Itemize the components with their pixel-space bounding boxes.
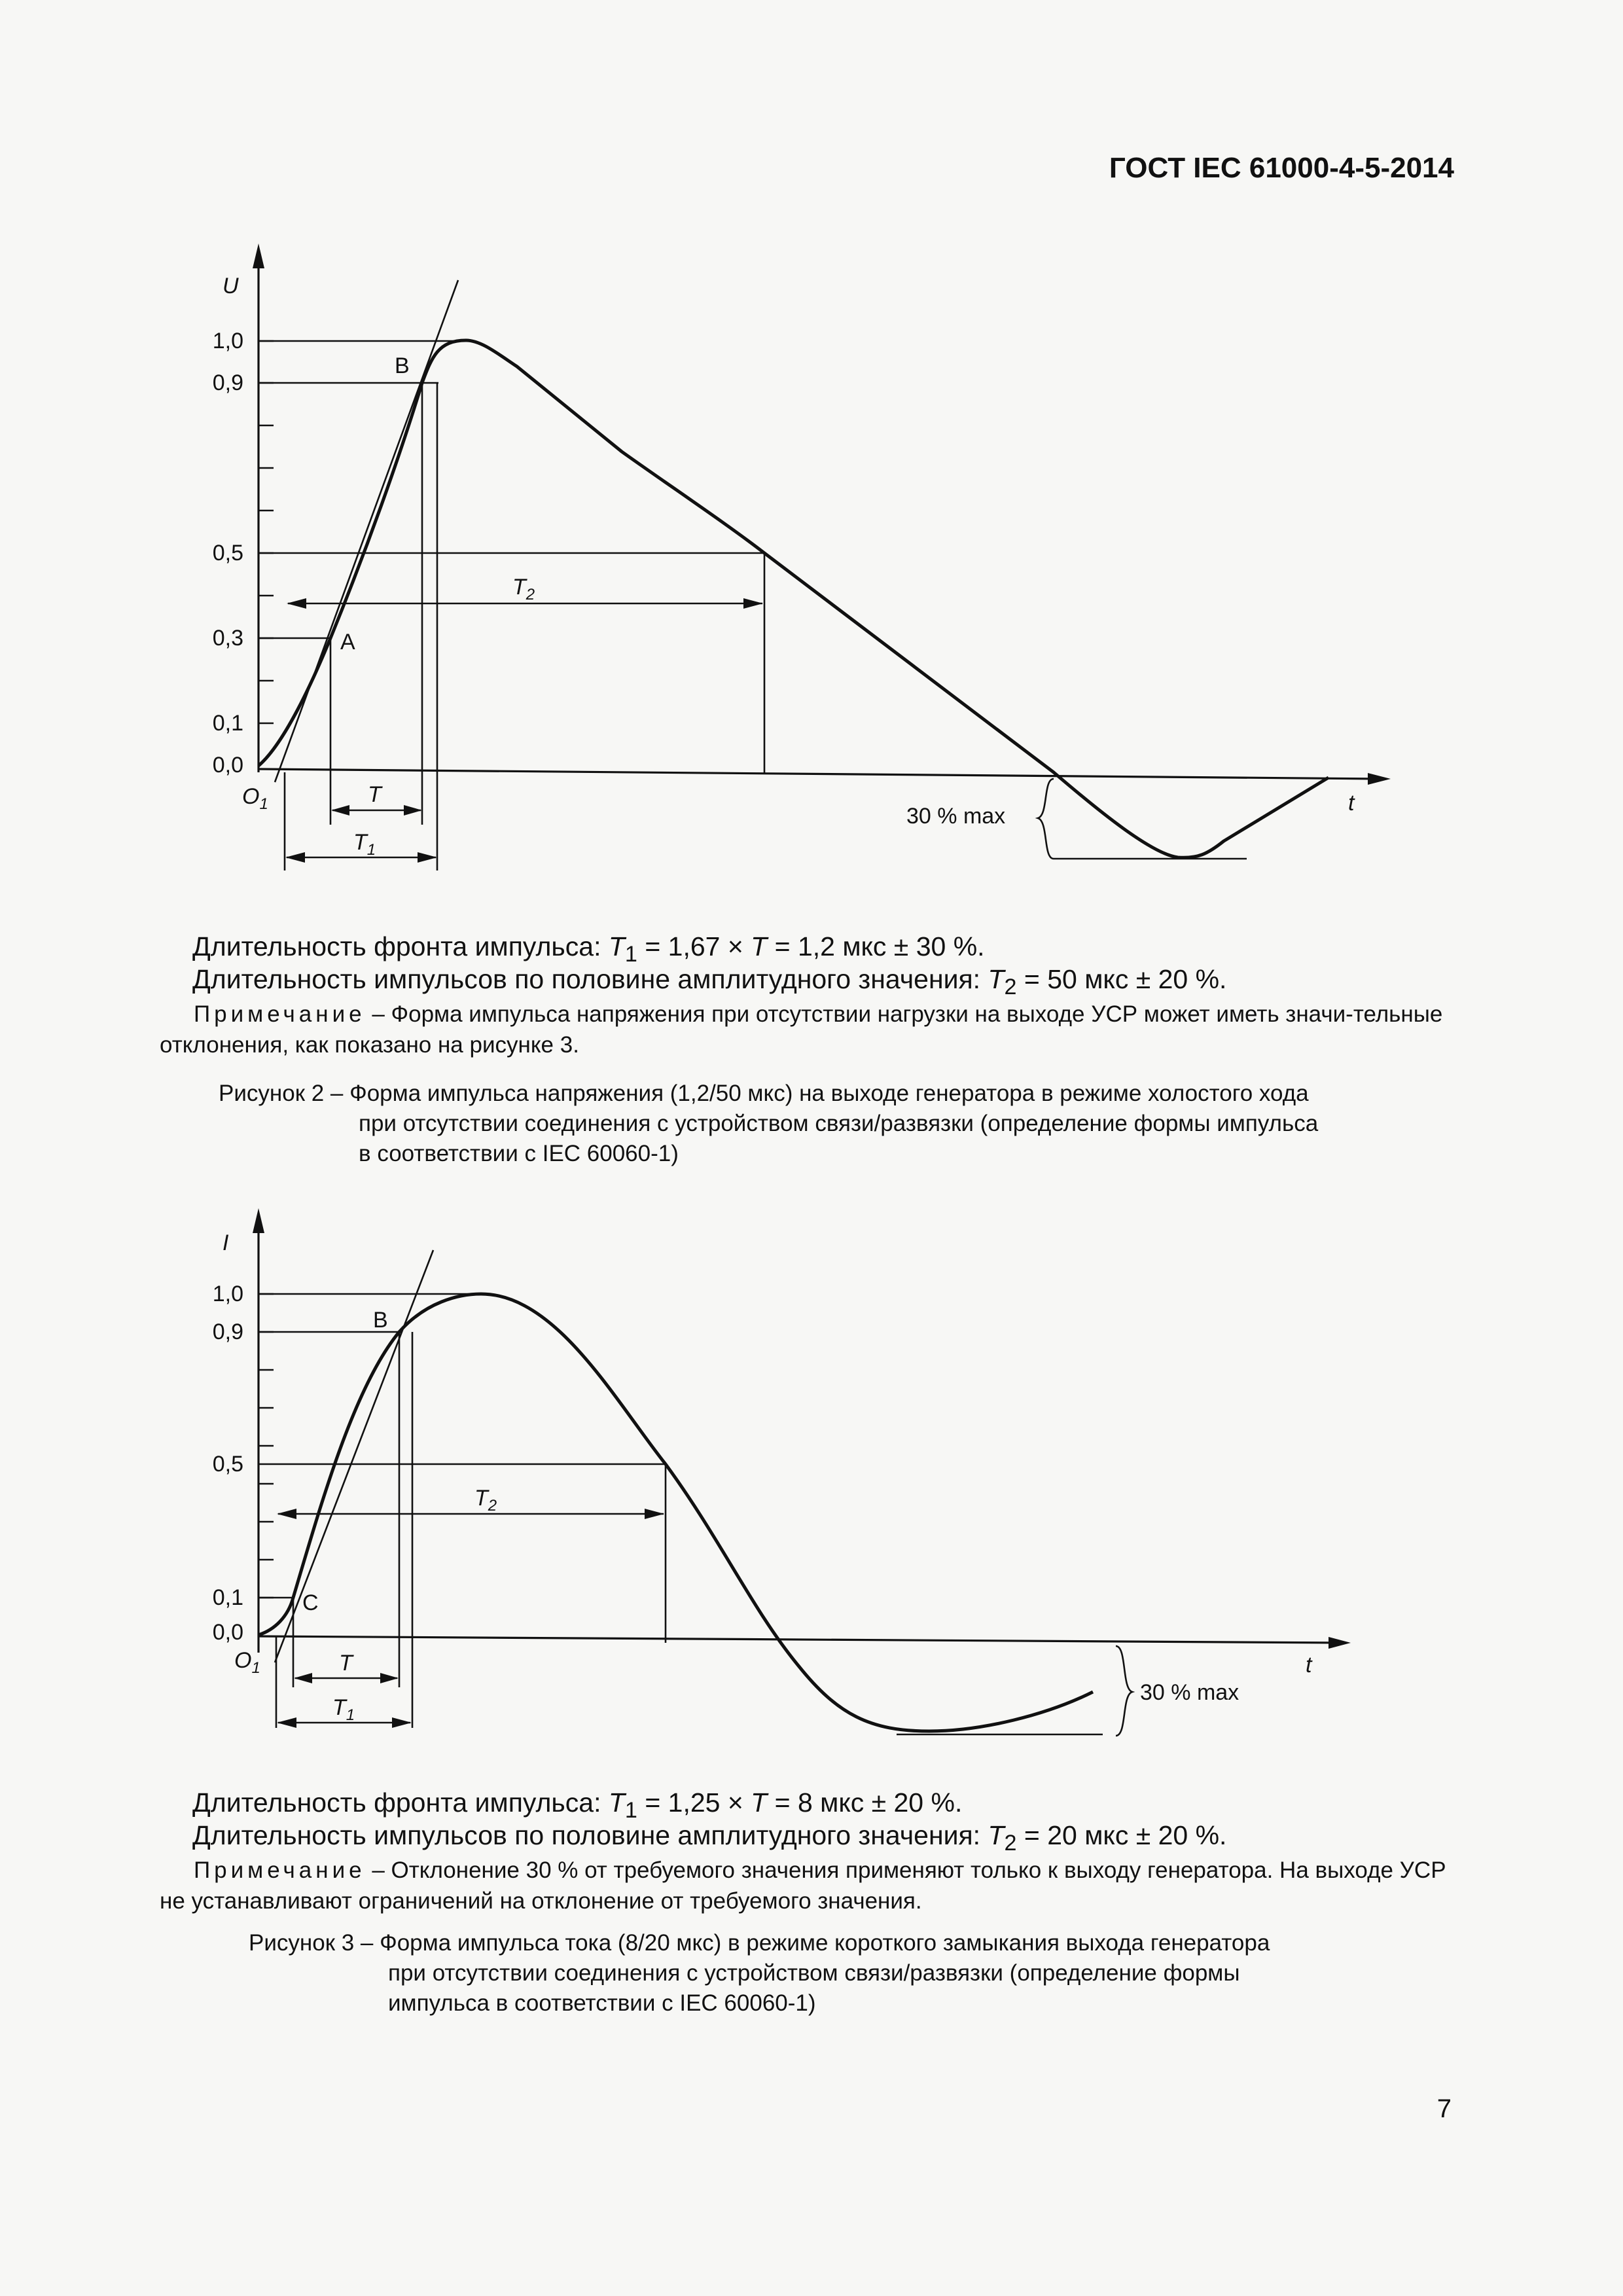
t1-label: $T_1$ xyxy=(353,830,376,859)
origin-label: $O_1$ xyxy=(242,784,268,813)
x-axis-label: t xyxy=(1306,1653,1312,1677)
figure-3-caption: Рисунок 3 – Форма импульса тока (8/20 мкс) в режиме короткого замыкания выхода генератора при отсутствии соединения с устройством связи/развязки (определение формы импульса в соответствии с IEC 60060-1) xyxy=(249,1930,1270,2016)
x-axis xyxy=(259,1636,1342,1643)
y-axis-arrow xyxy=(253,243,264,268)
point-a-label: A xyxy=(340,630,355,655)
fig2-half-duration: Длительность импульсов по половине амплитудного значения: $T_2 = 50$ мкс ± 20 %. xyxy=(192,964,1227,1000)
y-axis-arrow xyxy=(253,1208,264,1233)
fig2-note: Примечание – Форма импульса напряжения при отсутствии нагрузки на выходе УСР может иметь значи-тельные отклонения, как показано на рисунке 3. xyxy=(160,1001,1443,1058)
fig3-note: Примечание – Отклонение 30 % от требуемого значения применяют только к выходу генератора. На выходе УСР не устанавливают ограничений на отклонение от требуемого значения. xyxy=(160,1857,1446,1914)
y-axis-label: U xyxy=(223,274,239,298)
front-secant-line xyxy=(275,1250,433,1662)
tick-0-5: 0,5 xyxy=(212,1452,243,1477)
y-ticks xyxy=(259,1294,274,1598)
t-label: T xyxy=(339,1651,353,1676)
x-axis-label: t xyxy=(1348,791,1355,816)
figure-2-caption: Рисунок 2 – Форма импульса напряжения (1,2/50 мкс) на выходе генератора в режиме холостого хода при отсутствии соединения с устройством связи/развязки (определение формы импульса в соответствии с IEC 60060-1) xyxy=(219,1081,1319,1166)
document-header: ГОСТ IEC 61000-4-5-2014 xyxy=(1109,152,1454,184)
undershoot-brace xyxy=(1038,779,1054,859)
tick-0-9: 0,9 xyxy=(212,370,243,395)
t1-label: $T_1$ xyxy=(332,1695,355,1724)
front-secant-line xyxy=(275,280,458,782)
voltage-waveform-curve xyxy=(259,340,1329,857)
fig3-half-duration: Длительность импульсов по половине амплитудного значения: $T_2 = 20$ мкс ± 20 %. xyxy=(192,1820,1227,1856)
t2-label: $T_2$ xyxy=(474,1486,497,1515)
page-number: 7 xyxy=(1436,2094,1452,2123)
point-c-label: C xyxy=(302,1590,319,1615)
tick-0-9: 0,9 xyxy=(212,1319,243,1344)
current-waveform-curve xyxy=(259,1294,1093,1731)
y-axis-label: I xyxy=(223,1230,229,1255)
tick-1-0: 1,0 xyxy=(212,1282,243,1306)
tick-0-1: 0,1 xyxy=(212,1585,243,1610)
origin-label: $O_1$ xyxy=(234,1648,260,1677)
fig2-front-duration: Длительность фронта импульса: $T_1 = 1,67 \times T = 1,2$ мкс ± 30 %. xyxy=(192,931,985,967)
x-axis-arrow xyxy=(1329,1637,1351,1649)
y-ticks xyxy=(259,341,274,723)
tick-0-5: 0,5 xyxy=(212,541,243,565)
figure-2-plot xyxy=(0,0,1623,916)
fig3-front-duration: Длительность фронта импульса: $T_1 = 1,25 \times T = 8$ мкс ± 20 %. xyxy=(192,1787,963,1823)
tick-0-0: 0,0 xyxy=(212,1620,243,1645)
x-axis-arrow xyxy=(1368,773,1391,785)
figure-3-plot xyxy=(0,1178,1623,1767)
t-label: T xyxy=(368,782,382,807)
undershoot-label: 30 % max xyxy=(906,804,1006,829)
tick-0-3: 0,3 xyxy=(212,626,243,651)
point-b-label: B xyxy=(373,1308,388,1333)
point-b-label: B xyxy=(395,353,410,378)
x-axis xyxy=(259,769,1381,779)
tick-1-0: 1,0 xyxy=(212,329,243,353)
undershoot-label: 30 % max xyxy=(1140,1680,1240,1705)
tick-0-1: 0,1 xyxy=(212,711,243,736)
tick-0-0: 0,0 xyxy=(212,753,243,778)
undershoot-brace xyxy=(1116,1646,1132,1736)
figure-3-current-waveform xyxy=(0,1178,1623,1767)
t2-label: $T_2$ xyxy=(512,575,535,603)
figure-2-voltage-waveform xyxy=(0,0,1623,916)
